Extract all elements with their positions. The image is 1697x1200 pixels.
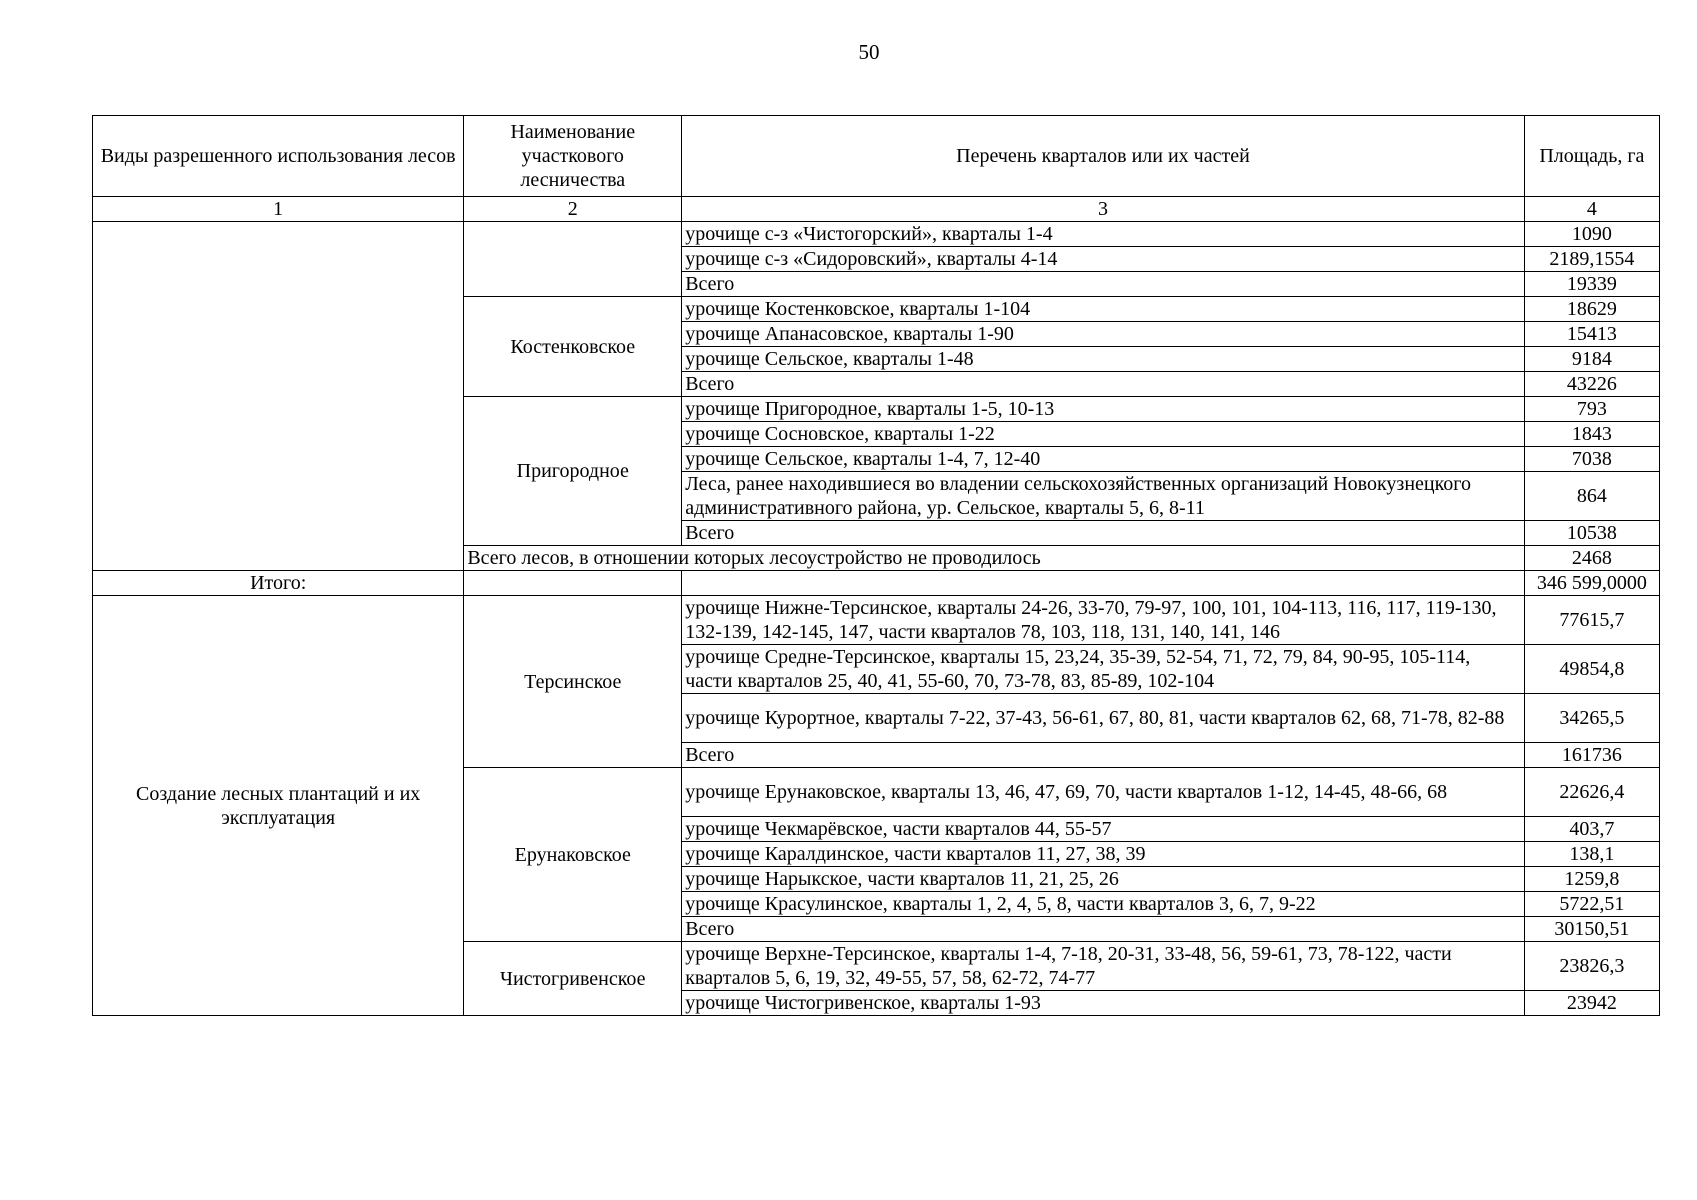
quarters-cell: урочище Сельское, кварталы 1-4, 7, 12-40 — [682, 447, 1525, 472]
area-cell: 49854,8 — [1524, 645, 1659, 694]
quarters-cell: урочище Костенковское, кварталы 1-104 — [682, 297, 1525, 322]
area-cell: 2189,1554 — [1524, 247, 1659, 272]
quarters-cell: урочище Чистогривенское, кварталы 1-93 — [682, 991, 1525, 1016]
quarters-cell: урочище Каралдинское, части кварталов 11, 27, 38, 39 — [682, 842, 1525, 867]
area-cell: 77615,7 — [1524, 596, 1659, 645]
area-cell: 7038 — [1524, 447, 1659, 472]
area-cell: 15413 — [1524, 322, 1659, 347]
forest-quarters-table — [92, 115, 1660, 1016]
area-cell: 138,1 — [1524, 842, 1659, 867]
quarters-cell: Всего — [682, 272, 1525, 297]
area-cell: 43226 — [1524, 372, 1659, 397]
area-cell: 5722,51 — [1524, 892, 1659, 917]
quarters-cell: урочище с-з «Чистогорский», кварталы 1-4 — [682, 222, 1525, 247]
forestry-name-cell: Чистогривенское — [464, 942, 682, 1016]
itogo-area: 346 599,0000 — [1524, 571, 1659, 596]
use-type-cell: Создание лесных плантаций и их эксплуатация — [93, 596, 464, 1016]
quarters-cell: урочище Нижне-Терсинское, кварталы 24-26, 33-70, 79-97, 100, 101, 104-113, 116, 117, 119-130, 132-139, 142-145, 147, части кварталов 78, 103, 118, 131, 140, 141, 146 — [682, 596, 1525, 645]
forestry-name-cell: Костенковское — [464, 297, 682, 397]
forestry-name-cell: Пригородное — [464, 397, 682, 546]
column-number: 2 — [464, 197, 682, 222]
header-row — [93, 116, 1660, 197]
empty-cell — [682, 571, 1525, 596]
quarters-cell: Леса, ранее находившиеся во владении сельскохозяйственных организаций Новокузнецкого административного района, ур. Сельское, кварталы 5, 6, 8-11 — [682, 472, 1525, 521]
column-number-row — [93, 197, 1660, 222]
header-area: Площадь, га — [1524, 116, 1659, 197]
quarters-cell: урочище Сельское, кварталы 1-48 — [682, 347, 1525, 372]
area-cell: 34265,5 — [1524, 694, 1659, 743]
page-number: 50 — [858, 40, 880, 64]
area-cell: 161736 — [1524, 743, 1659, 768]
area-cell: 2468 — [1524, 546, 1659, 571]
quarters-cell: урочище Нарыкское, части кварталов 11, 21, 25, 26 — [682, 867, 1525, 892]
column-number: 4 — [1524, 197, 1659, 222]
area-cell: 22626,4 — [1524, 768, 1659, 817]
table-row — [93, 596, 1660, 645]
header-quarters-list: Перечень кварталов или их частей — [682, 116, 1525, 197]
area-cell: 10538 — [1524, 521, 1659, 546]
area-cell: 1090 — [1524, 222, 1659, 247]
column-number: 3 — [682, 197, 1525, 222]
area-cell: 23942 — [1524, 991, 1659, 1016]
area-cell: 18629 — [1524, 297, 1659, 322]
empty-cell — [464, 571, 682, 596]
area-cell: 30150,51 — [1524, 917, 1659, 942]
area-cell: 864 — [1524, 472, 1659, 521]
quarters-cell: урочище Ерунаковское, кварталы 13, 46, 47, 69, 70, части кварталов 1-12, 14-45, 48-66, 68 — [682, 768, 1525, 817]
quarters-cell: урочище Средне-Терсинское, кварталы 15, 23,24, 35-39, 52-54, 71, 72, 79, 84, 90-95, 105-114, части кварталов 25, 40, 41, 55-60, 70, 73-78, 83, 85-89, 102-104 — [682, 645, 1525, 694]
quarters-cell: урочище Чекмарёвское, части кварталов 44, 55-57 — [682, 817, 1525, 842]
quarters-cell: урочище Красулинское, кварталы 1, 2, 4, 5, 8, части кварталов 3, 6, 7, 9-22 — [682, 892, 1525, 917]
column-number: 1 — [93, 197, 464, 222]
forestry-name-cell: Ерунаковское — [464, 768, 682, 942]
quarters-cell: урочище Пригородное, кварталы 1-5, 10-13 — [682, 397, 1525, 422]
area-cell: 9184 — [1524, 347, 1659, 372]
area-cell: 403,7 — [1524, 817, 1659, 842]
header-forestry-name: Наименование участкового лесничества — [464, 116, 682, 197]
header-use-type: Виды разрешенного использования лесов — [93, 116, 464, 197]
itogo-row — [93, 571, 1660, 596]
quarters-cell: Всего — [682, 521, 1525, 546]
total-unmanaged-label: Всего лесов, в отношении которых лесоустройство не проводилось — [464, 546, 1524, 571]
table-row — [93, 222, 1660, 247]
quarters-cell: урочище Верхне-Терсинское, кварталы 1-4, 7-18, 20-31, 33-48, 56, 59-61, 73, 78-122, части кварталов 5, 6, 19, 32, 49-55, 57, 58, 62-72, 74-77 — [682, 942, 1525, 991]
area-cell: 23826,3 — [1524, 942, 1659, 991]
quarters-cell: Всего — [682, 917, 1525, 942]
forestry-name-cell — [464, 222, 682, 297]
area-cell: 1843 — [1524, 422, 1659, 447]
itogo-label: Итого: — [93, 571, 464, 596]
forestry-name-cell: Терсинское — [464, 596, 682, 768]
quarters-cell: Всего — [682, 743, 1525, 768]
quarters-cell: Всего — [682, 372, 1525, 397]
use-type-cell — [93, 222, 464, 571]
quarters-cell: урочище Сосновское, кварталы 1-22 — [682, 422, 1525, 447]
area-cell: 19339 — [1524, 272, 1659, 297]
area-cell: 793 — [1524, 397, 1659, 422]
quarters-cell: урочище Апанасовское, кварталы 1-90 — [682, 322, 1525, 347]
quarters-cell: урочище с-з «Сидоровский», кварталы 4-14 — [682, 247, 1525, 272]
quarters-cell: урочище Курортное, кварталы 7-22, 37-43, 56-61, 67, 80, 81, части кварталов 62, 68, 71-78, 82-88 — [682, 694, 1525, 743]
area-cell: 1259,8 — [1524, 867, 1659, 892]
